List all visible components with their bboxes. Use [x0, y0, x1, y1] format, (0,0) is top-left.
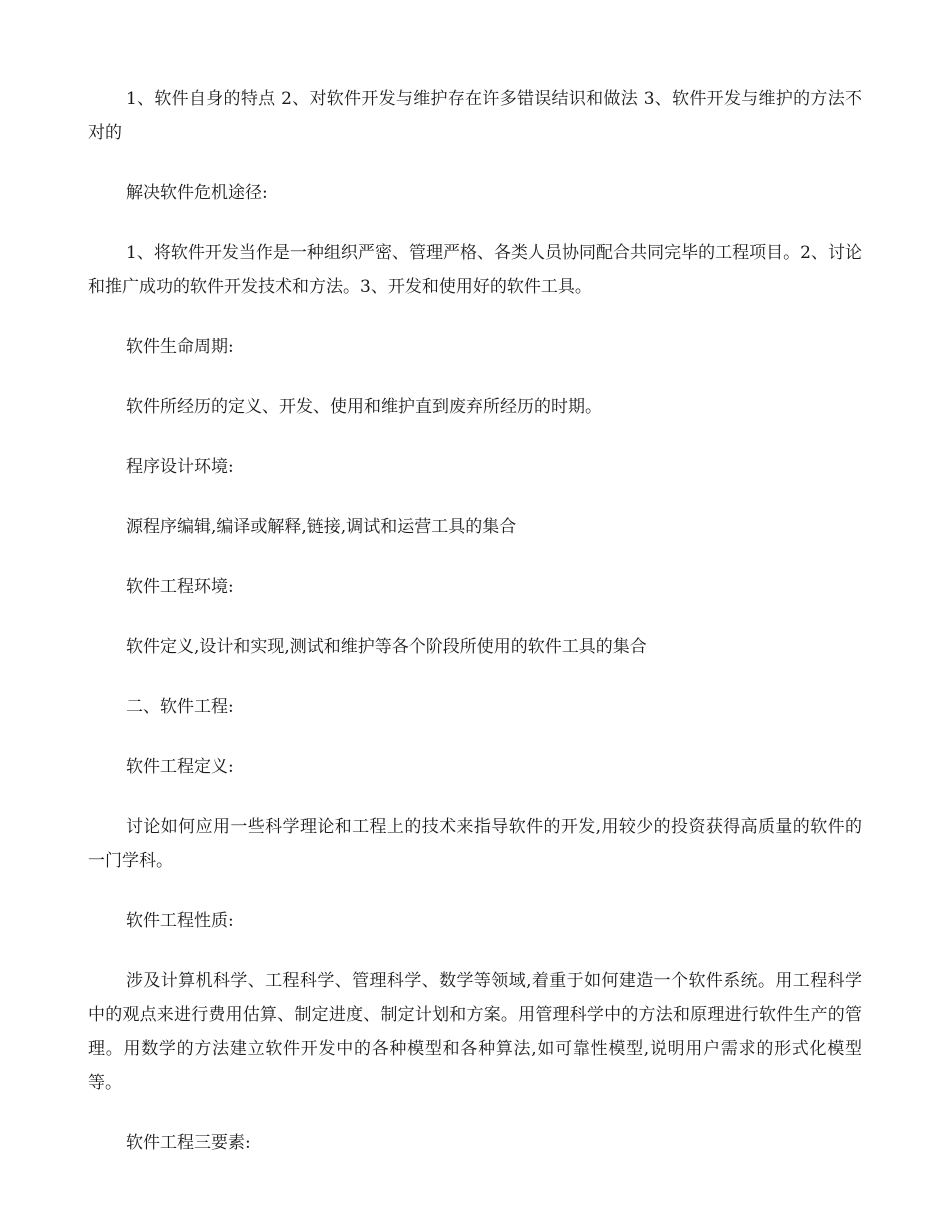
heading-se-environment: 软件工程环境:	[126, 577, 234, 597]
heading-crisis-solutions: 解决软件危机途径:	[126, 183, 268, 203]
paragraph-programming-environment: 源程序编辑,编译或解释,链接,调试和运营工具的集合	[126, 517, 517, 537]
paragraph-crisis-solutions: 1、将软件开发当作是一种组织严密、管理严格、各类人员协同配合共同完毕的工程项目。2、讨论和推广成功的软件开发技术和方法。3、开发和使用好的软件工具。	[88, 243, 862, 297]
heading-se-three-elements: 软件工程三要素:	[126, 1133, 251, 1153]
heading-se-definition: 软件工程定义:	[126, 757, 234, 777]
paragraph-se-nature: 涉及计算机科学、工程科学、管理科学、数学等领域,着重于如何建造一个软件系统。用工程科学中的观点来进行费用估算、制定进度、制定计划和方案。用管理科学中的方法和原理进行软件生产的管理。用数学的方法建立软件开发中的各种模型和各种算法,如可靠性模型,说明用户需求的形式化模型等。	[88, 971, 862, 1093]
heading-software-lifecycle: 软件生命周期:	[126, 337, 234, 357]
paragraph-se-environment: 软件定义,设计和实现,测试和维护等各个阶段所使用的软件工具的集合	[126, 637, 647, 657]
heading-se-nature: 软件工程性质:	[126, 911, 234, 931]
section-heading-software-engineering: 二、软件工程:	[126, 697, 234, 717]
paragraph-se-definition: 讨论如何应用一些科学理论和工程上的技术来指导软件的开发,用较少的投资获得高质量的软件的一门学科。	[88, 817, 862, 871]
paragraph-software-crisis-causes: 1、软件自身的特点 2、对软件开发与维护存在许多错误结识和做法 3、软件开发与维护的方法不对的	[88, 89, 862, 143]
heading-programming-environment: 程序设计环境:	[126, 457, 234, 477]
paragraph-software-lifecycle: 软件所经历的定义、开发、使用和维护直到废弃所经历的时期。	[126, 397, 602, 417]
